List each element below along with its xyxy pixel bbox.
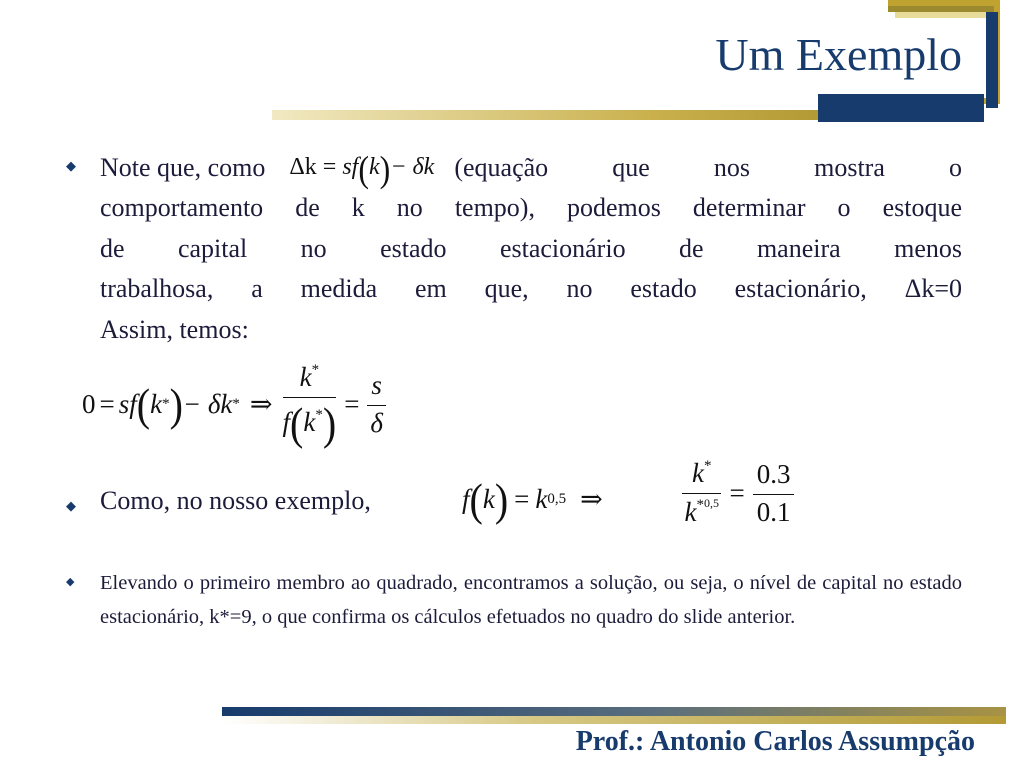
footer-dark-rule	[222, 707, 1006, 716]
footer-author: Prof.: Antonio Carlos Assumpção	[575, 726, 975, 757]
bullet1-paragraph	[100, 148, 962, 350]
diamond-bullet-icon: ◆	[66, 576, 75, 588]
steady-state-equation: 0 = sf ( k * ) − δk * ⇒ $\frac{k^*}{f(k^*)}$ = $\frac{s}{\delta}$	[82, 362, 386, 447]
header-blue-vertical-bar	[986, 12, 998, 108]
bullet1-line4: trabalhosa, a medida em que, no estado estacionário, Δk=0	[100, 274, 962, 303]
fraction-k-over-k-power: $\frac{k^*}{k^{*0,5}}$	[682, 458, 721, 528]
bullet1-text-after: (equação que nos mostra o	[454, 152, 962, 182]
fraction-k-over-fk: $\frac{k^*}{f(k^*)}$	[282, 362, 337, 450]
diamond-bullet-icon: ◆	[66, 158, 76, 173]
ratio-equation: $\frac{k^*}{k^{*0,5}}$ = $\frac{0.3}{0.1}$	[682, 458, 794, 528]
fraction-s-over-delta: $\frac{s}{\delta}$	[367, 370, 386, 439]
diamond-bullet-icon: ◆	[66, 498, 76, 513]
slide-title: Um Exemplo	[715, 29, 962, 80]
header-blue-block	[818, 94, 984, 122]
fraction-0.3-over-0.1: $\frac{0.3}{0.1}$	[753, 459, 795, 528]
title-underline-rule	[272, 110, 818, 120]
production-function-equation: f ( k ) = k 0,5 ⇒	[462, 473, 603, 526]
bullet1-line5: Assim, temos:	[100, 314, 249, 344]
bullet1-line1	[100, 148, 962, 188]
header-gold-highlight	[895, 12, 992, 18]
bullet3-paragraph: Elevando o primeiro membro ao quadrado, encontramos a solução, ou seja, o nível de capital no estado estacionário, k*=9, o que confirma os cálculos efetuados no quadro do slide anterior.	[100, 572, 962, 628]
bullet1-line2: comportamento de k no tempo), podemos determinar o estoque	[100, 193, 962, 222]
inline-equation: Δk = sf(k)− δk	[289, 148, 435, 190]
footer-gold-rule	[222, 716, 1006, 724]
bullet2-text: Como, no nosso exemplo,	[100, 486, 371, 515]
bullet1-text-before: Note que, como	[100, 152, 266, 182]
bullet1-line3: de capital no estado estacionário de maneira menos	[100, 233, 962, 263]
